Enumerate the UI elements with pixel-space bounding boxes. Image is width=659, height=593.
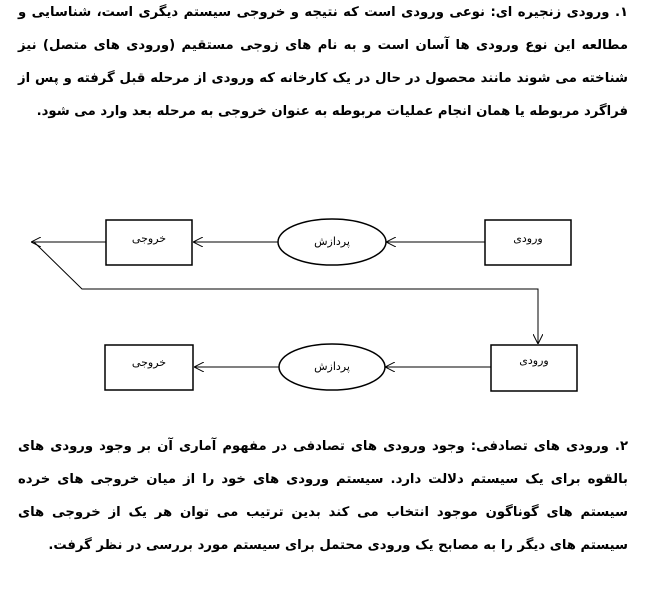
item-heading: ورودی های تصادفی: — [470, 439, 609, 454]
item-body: وجود ورودی های تصادفی در مفهوم آماری آن بر وجود ورودی های بالقوه برای یک سیستم دلالت دارد. سیستم ورودی های خود را از میان خروجی های خرده سیستم های گوناگون موجود انتخاب می کند بدین ترتیب می توان هر یک از خروجی های سیستم های دیگر را به مصابح یک ورودی محتمل برای سیستم مورد بررسی در نظر گرفت. — [18, 439, 628, 553]
row2-output-box — [105, 345, 193, 390]
item-number: ۱. — [614, 5, 629, 20]
row2-process-label: پردازش — [314, 360, 350, 373]
row2-input-label: ورودی — [519, 354, 549, 367]
item-body: نوعی ورودی است که نتیجه و خروجی سیستم دیگری است، شناسایی و مطالعه این نوع ورودی ها آسان است و به نام های زوجی مستقیم (ورودی های متصل) نیز شناخته می شوند مانند محصول در حال در یک کارخانه که ورودی از مرحله قبل گرفته و پس از فراگرد مربوطه یا همان انجام عملیات مربوطه به عنوان خروجی به مرحله بعد وارد می شود. — [18, 5, 628, 119]
row1-input-label: ورودی — [513, 232, 543, 245]
item-heading: ورودی زنجیره ای: — [490, 5, 610, 20]
row2-process-ellipse — [279, 344, 385, 390]
paragraph-random-input — [18, 430, 628, 562]
row2-input-box — [491, 345, 577, 391]
row1-output-label: خروجی — [131, 232, 167, 245]
row1-process-ellipse — [278, 219, 386, 265]
row1-process-label: پردازش — [314, 235, 350, 248]
row2-output-label: خروجی — [131, 356, 167, 369]
row1-input-box — [485, 220, 571, 265]
item-number: ۲. — [614, 439, 628, 454]
row1-output-box — [106, 220, 192, 265]
